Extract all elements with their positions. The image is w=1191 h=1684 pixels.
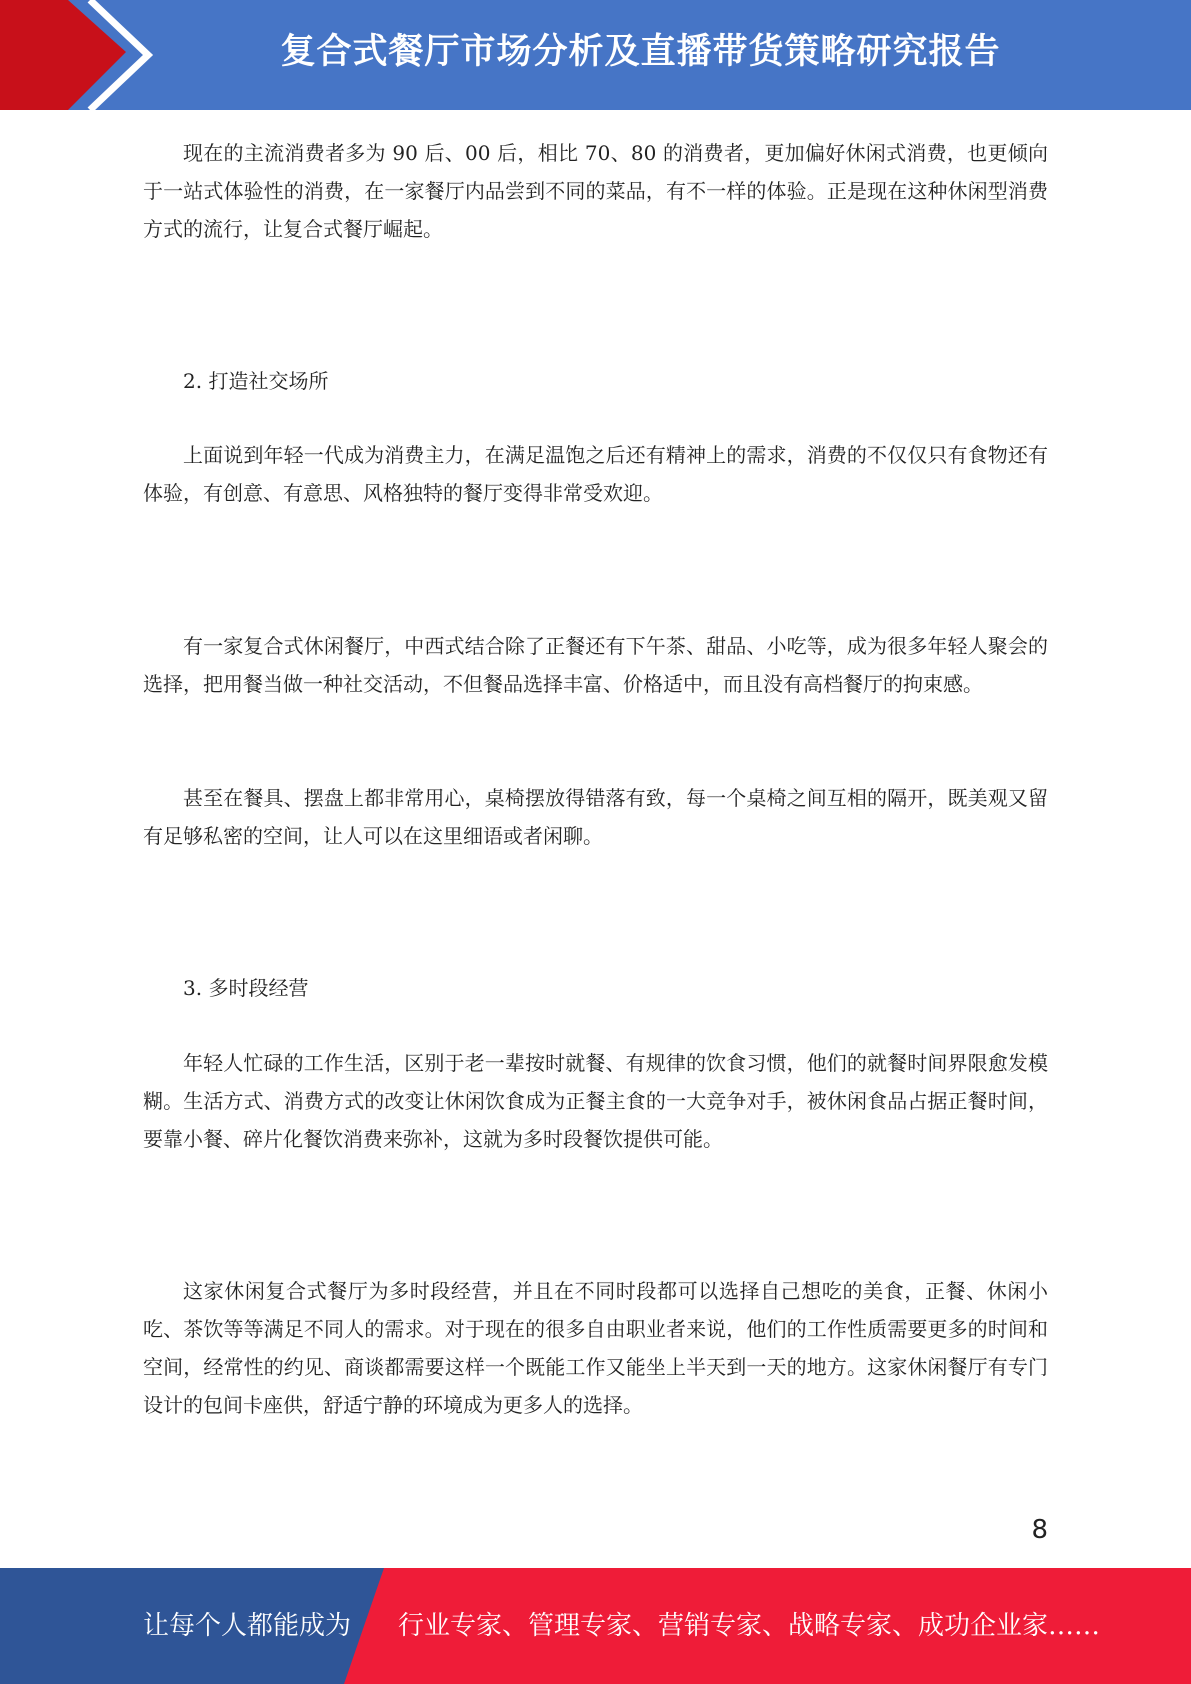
footer-slogan-right: 行业专家、管理专家、营销专家、战略专家、成功企业家…… [398, 1611, 1101, 1641]
footer-slogan-left: 让每个人都能成为 [143, 1611, 352, 1641]
paragraph-young-consumers: 上面说到年轻一代成为消费主力，在满足温饱之后还有精神上的需求，消费的不仅仅只有食物还有体验，有创意、有意思、风格独特的餐厅变得非常受欢迎。 [143, 443, 1048, 505]
paragraph-tableware-design: 甚至在餐具、摆盘上都非常用心，桌椅摆放得错落有致，每一个桌椅之间互相的隔开，既美观又留有足够私密的空间，让人可以在这里细语或者闲聊。 [143, 786, 1048, 848]
page-header [0, 0, 1191, 110]
paragraph-casual-restaurant: 有一家复合式休闲餐厅，中西式结合除了正餐还有下午茶、甜品、小吃等，成为很多年轻人聚会的选择，把用餐当做一种社交活动，不但餐品选择丰富、价格适中，而且没有高档餐厅的拘束感。 [143, 634, 1048, 696]
section-heading-social-venue: 2. 打造社交场所 [183, 369, 329, 393]
paragraph-busy-lifestyle: 年轻人忙碌的工作生活，区别于老一辈按时就餐、有规律的饮食习惯，他们的就餐时间界限愈发模糊。生活方式、消费方式的改变让休闲饮食成为正餐主食的一大竞争对手，被休闲食品占据正餐时间，要靠小餐、碎片化餐饮消费来弥补，这就为多时段餐饮提供可能。 [143, 1051, 1048, 1151]
paragraph-consumer-trend: 现在的主流消费者多为 90 后、00 后，相比 70、80 的消费者，更加偏好休闲式消费，也更倾向于一站式体验性的消费，在一家餐厅内品尝到不同的菜品，有不一样的体验。正是现在这种休闲型消费方式的流行，让复合式餐厅崛起。 [143, 141, 1048, 241]
paragraph-multi-period-operation: 这家休闲复合式餐厅为多时段经营，并且在不同时段都可以选择自己想吃的美食，正餐、休闲小吃、茶饮等等满足不同人的需求。对于现在的很多自由职业者来说，他们的工作性质需要更多的时间和空间，经常性的约见、商谈都需要这样一个既能工作又能坐上半天到一天的地方。这家休闲餐厅有专门设计的包间卡座供，舒适宁静的环境成为更多人的选择。 [143, 1279, 1048, 1417]
report-title: 复合式餐厅市场分析及直播带货策略研究报告 [280, 32, 1001, 72]
page-number: 8 [1031, 1515, 1048, 1545]
page-footer [0, 1568, 1191, 1684]
section-heading-multi-period: 3. 多时段经营 [183, 976, 309, 1000]
